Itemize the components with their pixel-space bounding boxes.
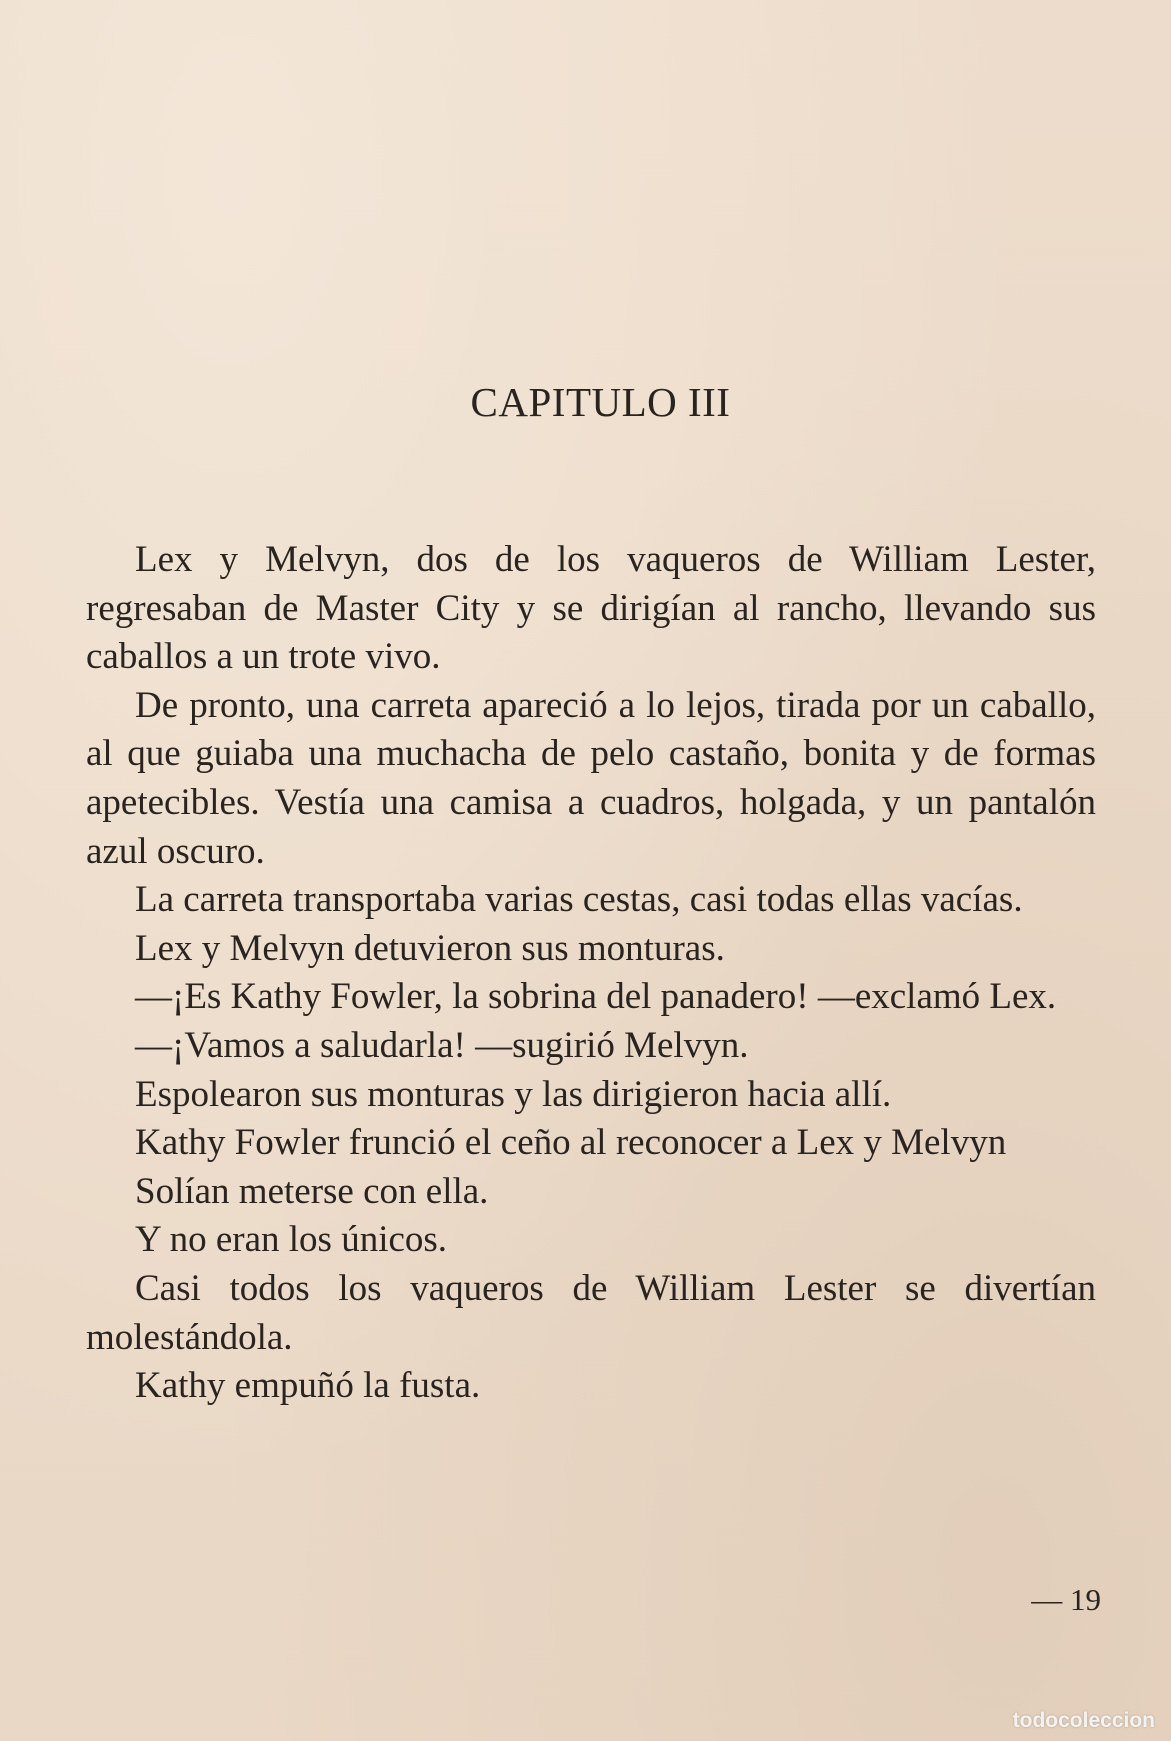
paragraph: Solían meterse con ella.	[135, 1170, 489, 1212]
watermark: todocoleccion	[1012, 1709, 1155, 1732]
chapter-title: CAPITULO III	[470, 379, 731, 425]
body-text	[86, 536, 1096, 1411]
paragraph: Y no eran los únicos.	[135, 1219, 448, 1261]
paragraph: —¡Vamos a saludarla! —sugirió Melvyn.	[135, 1024, 749, 1066]
page-number: — 19	[1031, 1582, 1101, 1617]
paragraph: Kathy Fowler frunció el ceño al reconocer a Lex y Melvyn	[135, 1122, 1007, 1164]
paragraph: Lex y Melvyn detuvieron sus monturas.	[135, 927, 725, 969]
paragraph: —¡Es Kathy Fowler, la sobrina del panadero! —exclamó Lex.	[135, 976, 1057, 1018]
paragraph: Kathy empuñó la fusta.	[135, 1365, 481, 1407]
paragraph: De pronto, una carreta apareció a lo lejos, tirada por un caballo, al que guiaba una muchacha de pelo castaño, bonita y de formas apetecibles. Vestía una camisa a cuadros, holgada, y un pantalón azul oscuro.	[86, 684, 1096, 872]
paragraph: Espolearon sus monturas y las dirigieron hacia allí.	[135, 1073, 892, 1115]
paragraph: La carreta transportaba varias cestas, casi todas ellas vacías.	[135, 879, 1023, 921]
paragraph: Casi todos los vaqueros de William Lester se divertían molestándola.	[86, 1267, 1096, 1358]
paragraph: Lex y Melvyn, dos de los vaqueros de William Lester, regresaban de Master City y se dirigían al rancho, llevando sus caballos a un trote vivo.	[86, 539, 1096, 678]
